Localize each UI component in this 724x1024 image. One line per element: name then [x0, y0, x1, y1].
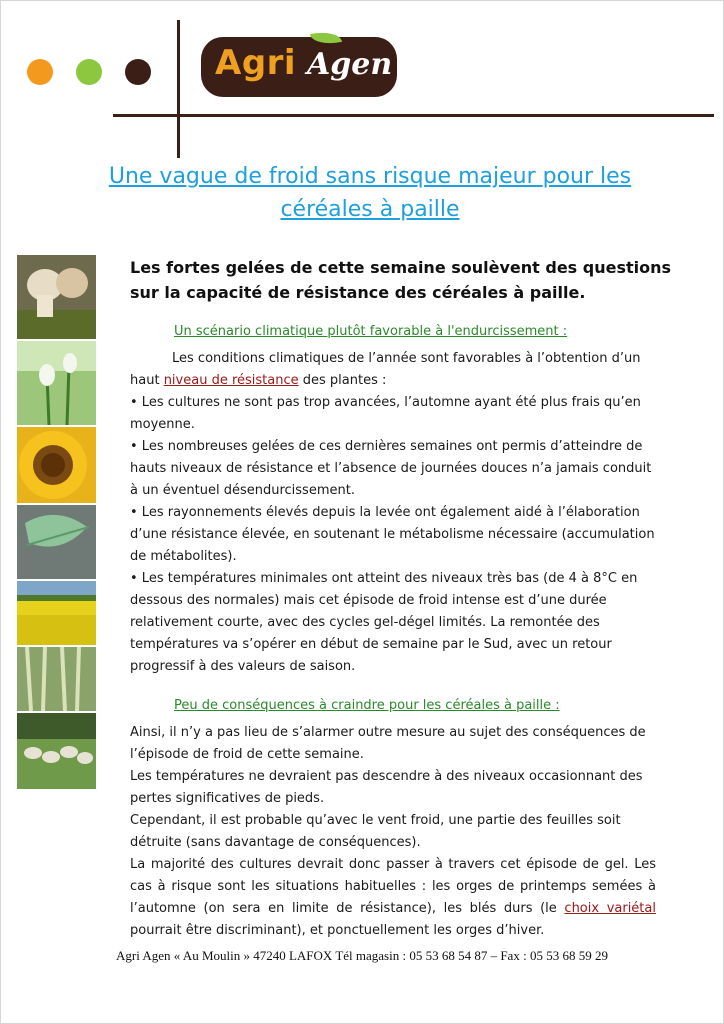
green-dot-icon [76, 59, 102, 85]
logo-agri-text: Agri [215, 43, 297, 83]
bullet-1: • Les cultures ne sont pas trop avancées, l’automne ayant été plus frais qu’en moyenne. [130, 395, 641, 432]
section1-heading: Un scénario climatique plutôt favorable à l'endurcissement : [174, 324, 568, 339]
footer-contact: Agri Agen « Au Moulin » 47240 LAFOX Tél magasin : 05 53 68 54 87 – Fax : 05 53 68 59 29 [116, 948, 608, 963]
last-text-before: La majorité des cultures devrait donc passer à travers cet épisode de gel. Les cas à risque sont les situations habituelles : les orges de printemps semées à l’automne (on sera en limite de résistance), les blés durs (le [130, 857, 656, 916]
page-title: Une vague de froid sans risque majeur pour les céréales à paille [108, 164, 632, 222]
lead-paragraph: Les fortes gelées de cette semaine soulèvent des questions sur la capacité de résistance des céréales à paille. [130, 258, 672, 302]
section2-body [130, 722, 656, 942]
photo-strip [17, 255, 96, 789]
cows-photo-icon [17, 255, 96, 339]
intro-text-after: des plantes : [298, 373, 387, 388]
logo-agen-text: Agen [307, 47, 393, 82]
agri-agen-logo [201, 37, 397, 97]
vertical-divider [177, 20, 180, 158]
sunflower-photo-icon [17, 427, 96, 503]
section2-paragraph-4 [130, 854, 656, 942]
orange-dot-icon [27, 59, 53, 85]
section1-body [130, 348, 656, 678]
section2-paragraph-2: Les températures ne devraient pas descendre à des niveaux occasionnant des pertes significatives de pieds. [130, 769, 643, 806]
intro-text-before: Les conditions climatiques de l’année sont favorables à l’obtention d’un haut [130, 351, 641, 388]
leaf-photo-icon [17, 505, 96, 579]
section1-intro [130, 348, 656, 392]
bullet-4: • Les températures minimales ont atteint des niveaux très bas (de 4 à 8°C en dessous des normales) mais cet épisode de froid intense est d’une durée relativement courte, avec des cycles gel-dégel limités. La remontée des températures va s’opérer en début de semaine par le Sud, avec un retour progressif à des valeurs de saison. [130, 571, 638, 674]
horizontal-divider [113, 114, 714, 117]
section2-paragraph-1: Ainsi, il n’y a pas lieu de s’alarmer outre mesure au sujet des conséquences de l’épisode de froid de cette semaine. [130, 725, 646, 762]
choix-varietal-link[interactable]: choix variétal [564, 901, 656, 916]
bullet-3: • Les rayonnements élevés depuis la levée ont également aidé à l’élaboration d’une résistance élevée, en soutenant le métabolisme nécessaire (accumulation de métabolites). [130, 505, 655, 564]
niveau-de-resistance-link[interactable]: niveau de résistance [163, 373, 299, 388]
brown-dot-icon [125, 59, 151, 85]
section2-paragraph-3: Cependant, il est probable qu’avec le vent froid, une partie des feuilles soit détruite (sans davantage de conséquences). [130, 813, 621, 850]
bullet-2: • Les nombreuses gelées de ces dernières semaines ont permis d’atteindre de hauts niveaux de résistance et l’absence de journées douces n’a jamais conduit à un éventuel désendurcissement. [130, 439, 652, 498]
rapeseed-field-photo-icon [17, 581, 96, 645]
last-text-after: pourrait être discriminant), et ponctuellement les orges d’hiver. [130, 923, 545, 938]
wheat-photo-icon [17, 647, 96, 711]
sheep-photo-icon [17, 713, 96, 789]
photo-strip-art [17, 255, 96, 789]
snowdrop-photo-icon [17, 341, 96, 425]
section2-heading: Peu de conséquences à craindre pour les céréales à paille : [174, 698, 560, 713]
